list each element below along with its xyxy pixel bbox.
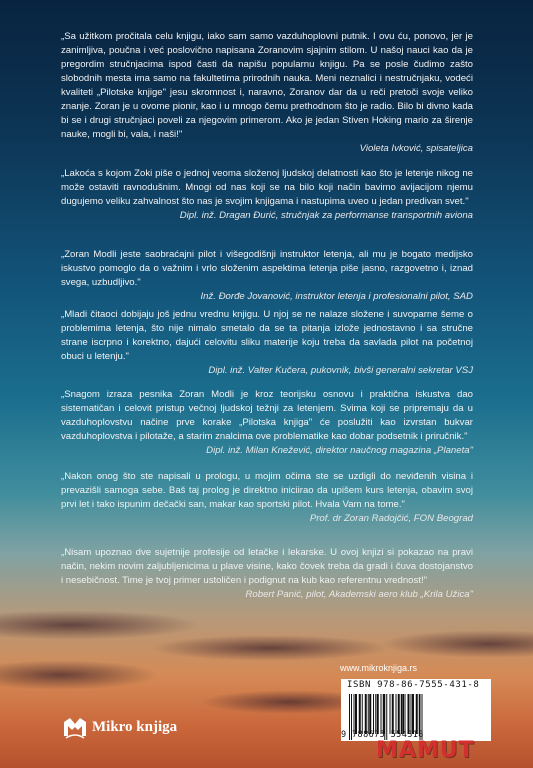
barcode-bar: [403, 694, 404, 734]
quote-block: [61, 470, 473, 526]
barcode-bar: [390, 694, 391, 734]
quote-text: „Nakon onog što ste napisali u prologu, u mojim očima ste se uzdigli do neviđenih visina i prevazišli samoga sebe. Baš taj prolog je direktno iniciirao da upišem kurs letenja, obavim svoj prvi let i tako ispunim dečački san, makar kao sportski pilot. Hvala Vam na tome.": [61, 471, 473, 510]
barcode-bar: [396, 694, 397, 734]
cloud-decoration: [380, 630, 533, 658]
quote-block: [61, 546, 473, 602]
quote-block: [61, 388, 473, 458]
quote-author: Dipl. inž. Dragan Đurić, stručnjak za performanse transportnih aviona: [179, 210, 473, 221]
quote-author: Robert Panić, pilot, Akademski aero klub „Krila Užica": [245, 589, 473, 600]
barcode-bar: [373, 694, 374, 734]
barcode-bar: [398, 694, 400, 734]
barcode-bar: [408, 694, 410, 734]
cloud-decoration: [0, 610, 200, 640]
cloud-decoration: [150, 635, 390, 661]
barcode-bar: [401, 694, 403, 734]
quote-author: Inž. Đorđe Jovanović, instruktor letenja i profesionalni pilot, SAD: [200, 291, 473, 302]
barcode-bar: [368, 694, 369, 734]
barcode-bar: [412, 694, 414, 734]
quote-author: Dipl. inž. Milan Knežević, direktor naučnog magazina „Planeta": [206, 445, 473, 456]
quote-author: Dipl. inž. Valter Kučera, pukovnik, bivši generalni sekretar VSJ: [208, 365, 473, 376]
barcode-number: 9 788675 554318: [341, 730, 424, 740]
quote-text: „Nisam upoznao dve sujetnije profesije od letačke i lekarske. U ovoj knjizi si pokazao na pravi način, nekim novim zaljubljenicima u plave visine, kako čovek treba da gradi i čuva dostojanstvo i nesebičnost. Time je tvoj primer ustoličen i podignut na kub kao referentnu vrednost!": [61, 547, 473, 586]
barcode-bar: [381, 694, 382, 734]
barcode-bar: [392, 694, 394, 734]
quote-text: „Snagom izraza pesnika Zoran Modli je kroz teorijsku osnovu i praktična iskustva dao sistematičan i celovit pristup večnoj ljudskoj težnji za letenjem. Svima koji se pripremaju da u vazduhoplovstvu načine prve korake „Pilotska knjiga" će poslužiti kao izvrstan bukvar vazduhoplovstva i pilotaže, a starim znalcima ove problematike kao dobar podsetnik i priručnik.": [61, 389, 473, 442]
quote-block: [61, 308, 473, 378]
publisher-name: Mikro knjiga: [92, 718, 178, 735]
store-watermark: MAMUT: [376, 738, 475, 763]
isbn-label: ISBN 978-86-7555-431-8: [347, 680, 480, 690]
barcode-bar: [416, 694, 418, 734]
mikro-knjiga-logo-icon: [62, 714, 88, 740]
barcode-bar: [411, 694, 412, 734]
barcode-bar: [355, 694, 357, 734]
barcode-bar: [377, 694, 379, 734]
barcode-bar: [362, 694, 363, 734]
barcode-bar: [359, 694, 361, 734]
quote-block: [61, 30, 473, 156]
barcode-bar: [354, 694, 355, 734]
quote-text: „Mladi čitaoci dobijaju još jednu vrednu knjigu. U njoj se ne nalaze složene i suvoparne šeme o problemima letenja, što nije nimalo smetalo da se ta pitanja izlože jednostavno i sa stručne strane iscrpno i korektno, dajući celovitu sliku materije koju treba da savlada pilot na početnoj obuci u letenju.": [61, 309, 473, 362]
quote-text: „Zoran Modli jeste saobraćajni pilot i višegodišnji instruktor letenja, ali mu je bogato medijsko iskustvo pomoglo da o važnim i vrlo složenim aspektima letenja piše jasno, razgovetno i, iznad svega, uzbudljivo.": [61, 249, 473, 288]
isbn-barcode-box: [341, 679, 491, 741]
quote-author: Violeta Ivković, spisateljica: [359, 143, 473, 154]
publisher-logo: [62, 713, 177, 741]
quote-block: [61, 248, 473, 304]
quote-text: „Sa užitkom pročitala celu knjigu, iako sam samo vazduhoplovni putnik. I ovu ću, ponovo, jer je zanimljiva, poučna i već poslovično napisana Zoranovim sjajnim stilom. U našoj nauci kao da je pregordim stručnjacima ispod časti da napišu popularnu knjigu. Pa se posle čudimo zašto slobodnih mesta ima samo na fakultetima prirodnih nauka. Meni neznalici i nestručnjaku, vodeći kvaliteti „Pilotske knjige" jesu skromnost i, naravno, Zoranov dar da u reči pretoči svoje veliko znanje. Zoran je u ovome pionir, kao i u mnogo čemu prethodnom što je radio. Bilo bi divno kada bi se i drugi stručnjaci poveli za njegovim primerom. Ako je jedan Stiven Hoking mario za širenje nauke, mogli bi, vala, i naši!": [61, 31, 473, 140]
quote-text: „Lakoća s kojom Zoki piše o jednoj veoma složenoj ljudskoj delatnosti kao što je letenje nikog ne može ostaviti ravnodušnim. Mnogi od nas koji se na bilo koji način bavimo avijacijom njemu dugujemo veliku zahvalnost što nas je svojim knjigama i nastupima uveo u jedan predivan svet.": [61, 168, 473, 207]
barcode-bar: [369, 694, 371, 734]
barcode-bar: [365, 694, 367, 734]
cloud-decoration: [0, 660, 160, 690]
barcode-bar: [405, 694, 406, 734]
quote-block: [61, 167, 473, 223]
quote-author: Prof. dr Zoran Radojčić, FON Beograd: [309, 513, 473, 524]
barcode-bar: [375, 694, 376, 734]
publisher-website: www.mikroknjiga.rs: [340, 663, 418, 673]
